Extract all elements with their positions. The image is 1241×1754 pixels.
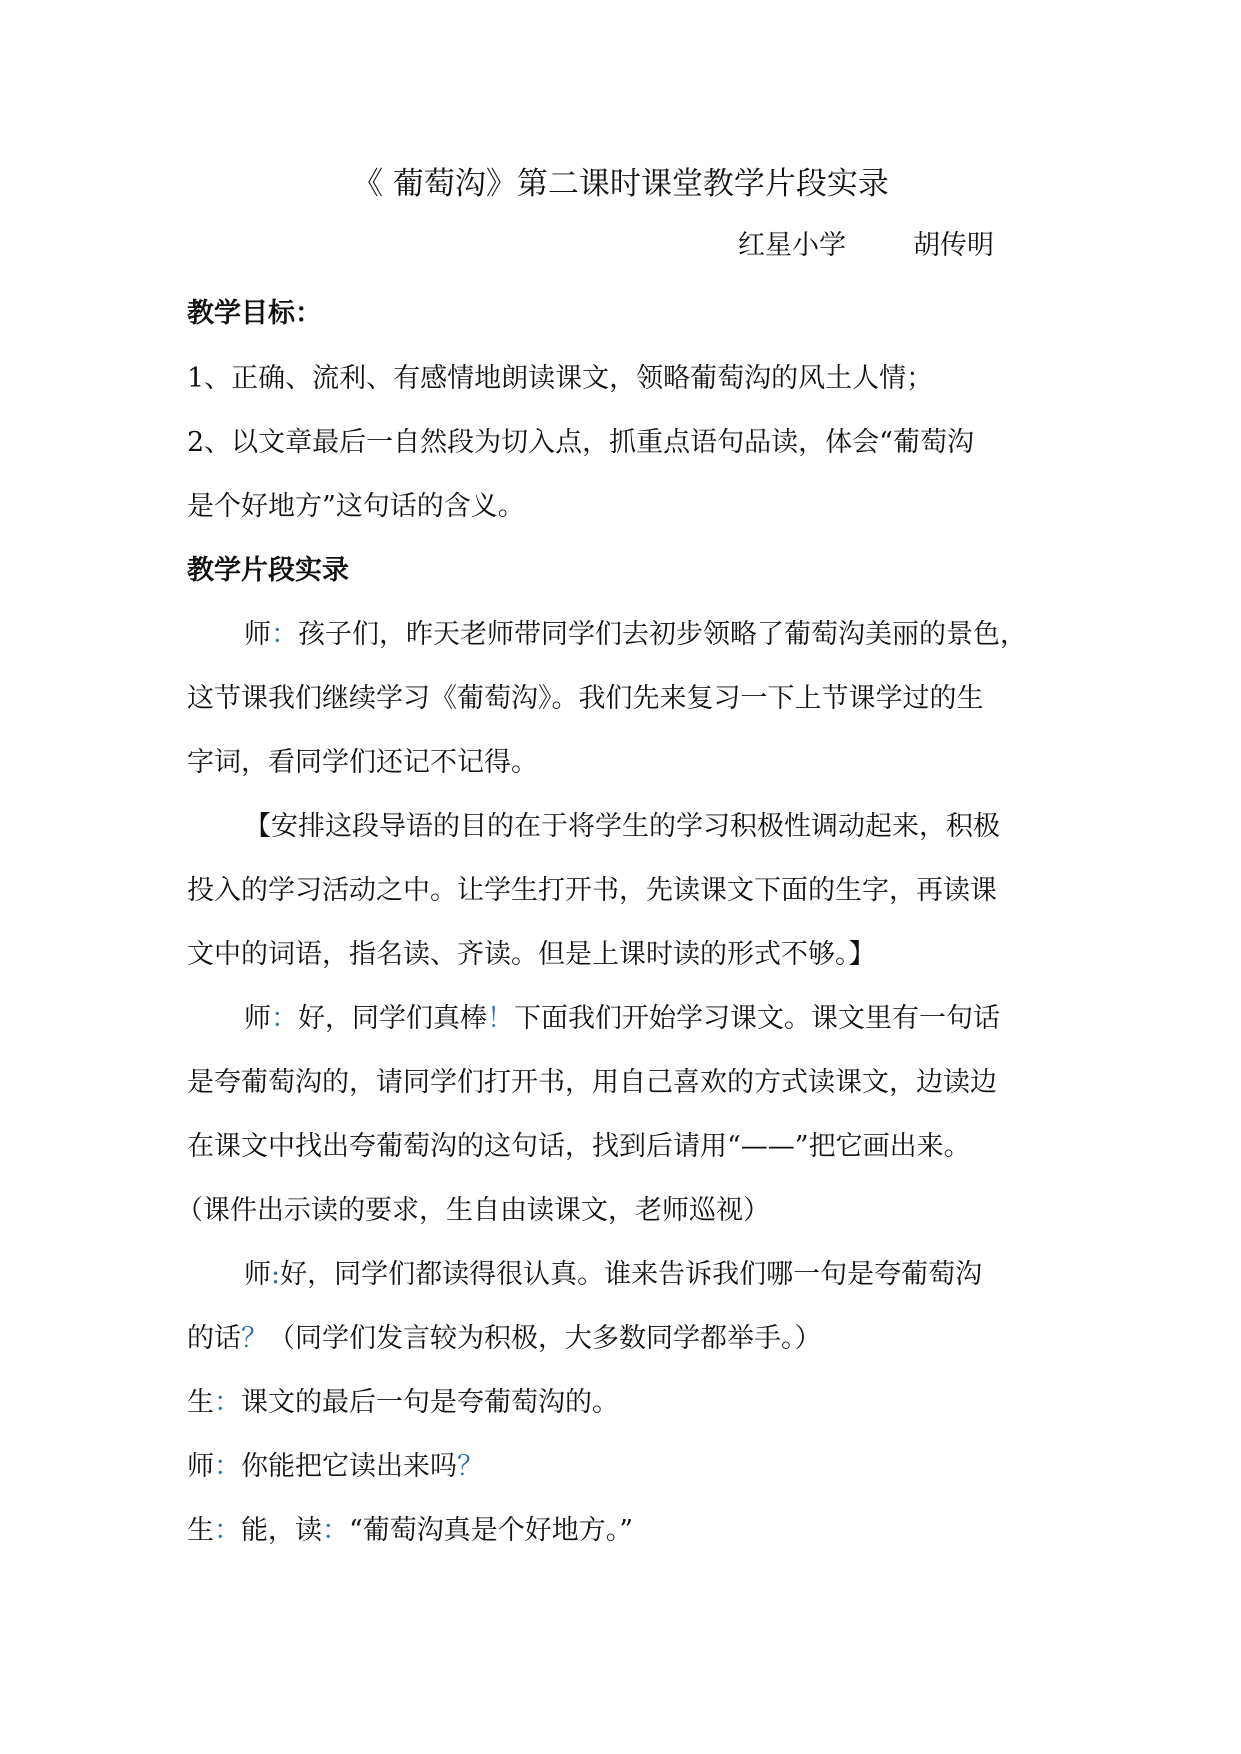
note-line: 【安排这段导语的目的在于将学生的学习积极性调动起来，积极 <box>244 811 1000 842</box>
author-school: 红星小学 <box>738 230 846 261</box>
author-name: 胡传明 <box>913 230 994 261</box>
note-line: 投入的学习活动之中。让学生打开书，先读课文下面的生字，再读课 <box>187 875 997 906</box>
record-heading: 教学片段实录 <box>187 555 349 586</box>
note-line: 文中的词语，指名读、齐读。但是上课时读的形式不够。】 <box>187 939 876 970</box>
speaker-colon: ： <box>271 1003 298 1034</box>
paragraph-line <box>244 617 1027 653</box>
dialogue-text: “葡萄沟真是个好地方。” <box>349 1515 634 1546</box>
speaker-label: 生 <box>187 1387 214 1418</box>
paragraph-text: 的话 <box>187 1323 241 1354</box>
speaker-colon: ： <box>214 1515 241 1546</box>
goals-heading: 教学目标： <box>187 298 322 329</box>
question-mark: ？ <box>241 1323 268 1354</box>
question-mark: ？ <box>457 1451 484 1482</box>
dialogue-text: 课文的最后一句是夸葡萄沟的。 <box>241 1387 619 1418</box>
goal-line: 1、正确、流利、有感情地朗读课文，领略葡萄沟的风土人情； <box>187 363 934 394</box>
speaker-label: 师 <box>244 619 271 650</box>
paragraph-line: 在课文中找出夸葡萄沟的这句话，找到后请用“——”把它画出来。 <box>187 1131 971 1162</box>
paragraph-text: 好，同学们都读得很认真。谁来告诉我们哪一句是夸葡萄沟 <box>280 1259 983 1290</box>
paragraph-text: 孩子们，昨天老师带同学们去初步领略了葡萄沟美丽的景色， <box>298 619 1027 650</box>
speaker-colon: : <box>271 1259 281 1290</box>
dialogue-text: 你能把它读出来吗 <box>241 1451 457 1482</box>
paragraph-line: 这节课我们继续学习《葡萄沟》。我们先来复习一下上节课学过的生 <box>187 683 984 714</box>
speaker-colon: ： <box>214 1387 241 1418</box>
exclamation-mark: ！ <box>487 1003 514 1034</box>
dialogue-text: 能，读 <box>241 1515 322 1546</box>
dialogue-line <box>187 1449 484 1485</box>
speaker-label: 师 <box>244 1003 271 1034</box>
speaker-label: 生 <box>187 1515 214 1546</box>
paragraph-line <box>244 1257 982 1293</box>
goal-line: 2、以文章最后一自然段为切入点，抓重点语句品读，体会“葡萄沟 <box>187 427 974 458</box>
paragraph-text: 下面我们开始学习课文。课文里有一句话 <box>514 1003 1000 1034</box>
paragraph-line <box>187 1321 822 1357</box>
dialogue-line <box>187 1385 619 1421</box>
paragraph-line: 是夸葡萄沟的，请同学们打开书，用自己喜欢的方式读课文，边读边 <box>187 1067 997 1098</box>
speaker-label: 师 <box>244 1259 271 1290</box>
document-title: 《 葡萄沟》第二课时课堂教学片段实录 <box>352 166 889 202</box>
paragraph-text: （同学们发言较为积极，大多数同学都举手。） <box>268 1323 822 1354</box>
paragraph-text: 好，同学们真棒 <box>298 1003 487 1034</box>
dialogue-line <box>187 1513 633 1549</box>
speaker-colon: ： <box>322 1515 349 1546</box>
speaker-label: 师 <box>187 1451 214 1482</box>
paragraph-line <box>244 1001 1000 1037</box>
paragraph-line: 字词，看同学们还记不记得。 <box>187 747 538 778</box>
speaker-colon: ： <box>271 619 298 650</box>
speaker-colon: ： <box>214 1451 241 1482</box>
goal-line: 是个好地方”这句话的含义。 <box>187 491 525 522</box>
paragraph-line: （课件出示读的要求，生自由读课文，老师巡视） <box>176 1195 770 1226</box>
